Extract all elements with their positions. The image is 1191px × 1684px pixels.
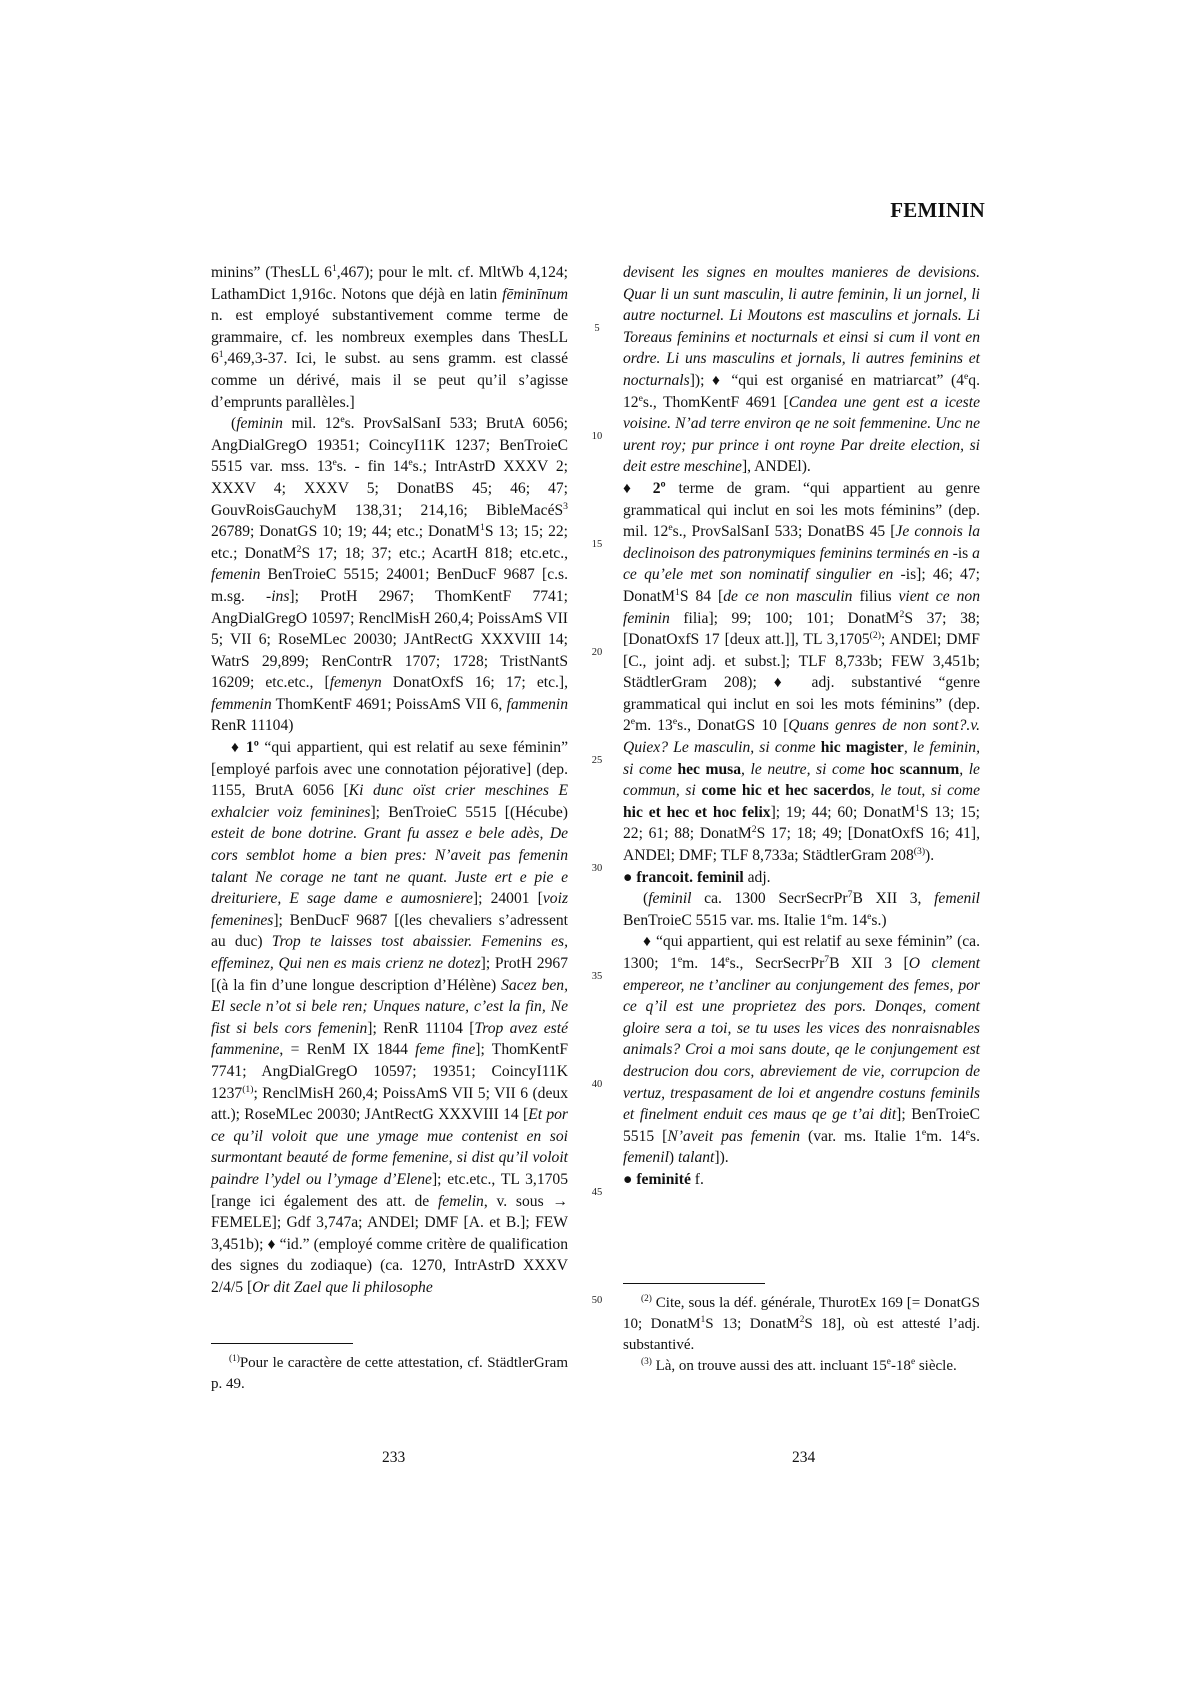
text-run: e bbox=[668, 521, 673, 533]
text-run: ). bbox=[925, 847, 935, 865]
text-run: S 13; DonatM bbox=[705, 1316, 800, 1332]
paragraph bbox=[211, 1353, 568, 1395]
text-run: 2 bbox=[799, 1315, 805, 1325]
text-run: ,467); pour le mlt. cf. MltWb 4,124; LathamDict 1,916c. Notons que déjà en latin bbox=[211, 264, 568, 303]
line-number: 45 bbox=[591, 1187, 603, 1198]
text-run: s., SecrSecrPr bbox=[729, 955, 825, 972]
text-run: 1 bbox=[479, 521, 485, 533]
text-run: (2) bbox=[869, 629, 881, 641]
text-run: ThomKentF 4691; PoissAmS VII 6, bbox=[271, 695, 507, 713]
text-run: S 18], où est attesté l’adj. substantivé. bbox=[623, 1316, 980, 1353]
text-run: 1º bbox=[245, 739, 259, 757]
text-run: m. 13 bbox=[635, 717, 673, 735]
line-number: 35 bbox=[591, 971, 603, 982]
text-run: a ce qu’ele met son nominatif singulier en bbox=[623, 544, 980, 584]
text-run: s., ThomKentF 4691 [ bbox=[642, 393, 789, 411]
text-run: m. 14 bbox=[926, 1127, 966, 1145]
text-run: e bbox=[886, 1357, 891, 1367]
text-run: feminil bbox=[648, 890, 692, 908]
text-run: femmenin bbox=[211, 695, 272, 713]
text-run: s., ProvSalSanI 533; DonatBS 45 [ bbox=[672, 523, 896, 541]
text-run: e bbox=[910, 1357, 916, 1367]
text-run: vient ce non feminin bbox=[623, 587, 981, 627]
text-run: q. 12 bbox=[623, 371, 980, 411]
text-run: e bbox=[630, 716, 636, 728]
footnote-rule bbox=[211, 1343, 353, 1344]
text-run: e bbox=[340, 413, 345, 425]
text-run: femenyn bbox=[329, 674, 382, 692]
text-run: feminin bbox=[236, 415, 283, 433]
text-run: ]). bbox=[714, 1149, 729, 1167]
text-run: 2 bbox=[751, 824, 757, 836]
text-run: feme fine bbox=[415, 1041, 476, 1059]
text-run: -is bbox=[952, 544, 969, 562]
line-number: 40 bbox=[591, 1079, 603, 1090]
text-run: N’aveit pas femenin bbox=[667, 1127, 801, 1145]
text-run: ,469,3-37. Ici, le subst. au sens gramm. est classé comme un dérivé, mais il se peut qu’il s’agisse d’emprunts parallèles.] bbox=[211, 350, 568, 411]
text-run: , le commun, si bbox=[623, 760, 980, 800]
text-run: hoc scannum bbox=[870, 760, 960, 778]
text-run: S 37; 38; [DonatOxfS 17 [deux att.]], TL 3,1705 bbox=[623, 609, 980, 649]
text-run: S 13; 15; 22; etc.; DonatM bbox=[211, 523, 568, 562]
text-run: B XII 3, bbox=[852, 890, 935, 908]
text-run: ]; etc.etc., TL 3,1705 [range ici également des att. de bbox=[211, 1170, 569, 1210]
text-run: B XII 3 [ bbox=[829, 955, 909, 972]
text-run: , = RenM IX 1844 bbox=[279, 1041, 416, 1059]
text-run: -ins bbox=[266, 587, 290, 605]
text-run: S 17; 18; 49; [DonatOxfS 16; 41], ANDEl; DMF; TLF 8,733a; StädtlerGram 208 bbox=[623, 825, 980, 865]
text-run: Là, on trouve aussi des att. incluant 15 bbox=[651, 1358, 887, 1374]
text-run: e bbox=[827, 910, 832, 922]
line-number: 30 bbox=[591, 863, 603, 874]
paragraph bbox=[623, 1356, 980, 1377]
text-run: filia]; 99; 100; 101; DonatM bbox=[683, 609, 900, 627]
text-run: come hic et hec sacerdos bbox=[701, 782, 871, 800]
text-run: DonatOxfS 16; 17; etc.], bbox=[381, 674, 568, 692]
text-run: fammenin bbox=[506, 695, 568, 713]
text-run: (1) bbox=[242, 1083, 254, 1095]
text-run: 3 bbox=[563, 500, 568, 512]
text-run: -18 bbox=[890, 1358, 911, 1374]
text-run: Pour le caractère de cette attestation, cf. StädtlerGram p. 49. bbox=[211, 1355, 568, 1392]
text-run: e bbox=[677, 953, 683, 965]
paragraph bbox=[623, 1293, 980, 1356]
paragraph bbox=[623, 478, 980, 867]
text-run: Trop avez esté fammenine bbox=[211, 1019, 568, 1059]
text-run: e bbox=[867, 910, 872, 922]
text-run: ]; 19; 44; 60; DonatM bbox=[770, 803, 916, 821]
text-run: de ce non masculin bbox=[723, 587, 860, 605]
text-run: ♦ bbox=[231, 739, 246, 757]
text-run: hic et hec et hoc felix bbox=[623, 803, 771, 821]
text-run: , le tout, si come bbox=[870, 782, 980, 800]
footnote-rule bbox=[623, 1283, 765, 1284]
text-run: S 17; 18; 37; etc.; AcartH 818; etc.etc., bbox=[301, 544, 568, 562]
text-run: 2 bbox=[296, 543, 302, 555]
footnotes-right bbox=[623, 1293, 980, 1377]
line-number: 20 bbox=[591, 647, 603, 658]
paragraph bbox=[623, 1169, 980, 1191]
text-run: ], ANDEl). bbox=[741, 458, 811, 476]
line-number: 25 bbox=[591, 755, 603, 766]
text-run: ]; ProtH 2967; ThomKentF 7741; AngDialGregO 10597; RenclMisH 260,4; PoissAmS VII 5; VII 6; RoseMLec 20030; JAntRectG XXXVIII 14; WatrS 29,899; RenContrR 1707; 1728; TristNantS 16209; etc.etc., [ bbox=[211, 587, 568, 692]
text-run: BenTroieC 5515 var. ms. Italie 1 bbox=[623, 911, 828, 929]
paragraph bbox=[623, 931, 980, 1169]
text-run: f. bbox=[690, 1170, 704, 1188]
text-run: ♦ bbox=[623, 479, 653, 497]
text-run: Sacez ben, El secle n’ot si bele ren; Unques nature, c’est la fin, Ne fist si bels cors femenin bbox=[211, 976, 568, 1037]
text-run: feminité bbox=[636, 1170, 691, 1188]
text-run: S 84 [ bbox=[679, 587, 724, 605]
text-run: ]; BenTroieC 5515 [ bbox=[623, 1106, 980, 1145]
text-run: (1) bbox=[229, 1354, 240, 1364]
text-run: mil. 12 bbox=[282, 415, 341, 433]
text-run: ]; BenTroieC 5515 [(Hécube) bbox=[370, 803, 568, 821]
text-run: ]); ♦ “qui est organisé en matriarcat” (4 bbox=[689, 371, 964, 389]
text-run: femenil bbox=[623, 1149, 669, 1167]
left-column bbox=[211, 262, 568, 1299]
text-run: voiz femenines bbox=[211, 890, 569, 929]
text-run: , v. sous → FEMELE]; Gdf 3,747a; ANDEl; DMF [A. et B.]; FEW 3,451b); ♦ “id.” (employé comme critère de qualification des signes du zodiaque) (ca. 1270, IntrAstrD XXXV 2/4/5 [ bbox=[211, 1192, 568, 1296]
text-run: “qui appartient, qui est relatif au sexe féminin” [employé parfois avec une connotation péjorative] (dep. 1155, BrutA 6056 [ bbox=[211, 739, 569, 800]
text-run: hic magister bbox=[820, 739, 904, 757]
text-run: 1 bbox=[915, 802, 920, 814]
text-run: e bbox=[921, 1126, 927, 1138]
text-run: siècle. bbox=[915, 1358, 957, 1374]
text-run: feminil bbox=[696, 868, 744, 886]
text-run: minins” (ThesLL 6 bbox=[211, 264, 332, 281]
text-run: 1 bbox=[218, 349, 224, 361]
line-number: 10 bbox=[591, 431, 603, 442]
paragraph bbox=[623, 888, 980, 931]
text-run: ) bbox=[668, 1149, 678, 1167]
text-run: ]; 24001 [ bbox=[472, 890, 543, 908]
text-run: ● bbox=[623, 1170, 637, 1188]
text-run: O clement empereor, ne t’ancliner au conjungement des femes, por ce q’il est une proprietez des pors. Donqes, coment gloire sera a toi, se tu uses les vices des nonraisnables animals? Croi a moi sans doute, qe le conjungement est destrucion dou cors, abreviement de vie, corrupcion de vertuz, trespasament de loi et angendre costuns feminils et finelment enduit ces maus qe ge t’ai dit bbox=[623, 955, 981, 1124]
text-run: devisent les signes en moultes manieres de devisions. Quar li un sunt masculin, li autre feminin, li un jornel, li autre nocturnel. Li Moutons est masculins et jornals. Li Toreaus feminins et nocturnals et einsi si cum il vont en ordre. Li uns masculins et jornals, li autres feminins et nocturnals bbox=[623, 264, 980, 389]
text-run: , le neutre, si come bbox=[741, 760, 871, 778]
text-run: hec musa bbox=[677, 760, 742, 778]
text-run: 7 bbox=[847, 889, 853, 901]
text-run: adj. bbox=[743, 868, 771, 886]
text-run: (3) bbox=[641, 1357, 652, 1367]
text-run: filius bbox=[859, 587, 892, 605]
text-run: ]; RenR 11104 [ bbox=[367, 1019, 475, 1037]
text-run: s.; IntrAstrD XXXV 2; XXXV 4; XXXV 5; DonatBS 45; 46; 47; GouvRoisGauchyM 138,31; 214,16; BibleMacéS bbox=[211, 458, 568, 519]
text-run: Candea une gent est a iceste voisine. N’ad terre environ qe ne soit femmenine. Unc ne urent roy; pur prince i ont royne Par dreite election, si deit estre meschine bbox=[623, 393, 980, 476]
text-run: s. bbox=[970, 1127, 980, 1145]
text-run: m. 14 bbox=[682, 955, 726, 972]
text-run: Cite, sous la déf. générale, ThurotEx 169 [= DonatGS 10; DonatM bbox=[623, 1295, 980, 1332]
text-run: e bbox=[638, 392, 643, 404]
text-run: BenTroieC 5515; 24001; BenDucF 9687 [c.s. m.sg. bbox=[211, 566, 568, 605]
text-run: s., DonatGS 10 [ bbox=[677, 717, 789, 735]
text-run: (var. ms. Italie 1 bbox=[800, 1127, 922, 1145]
text-run: 1 bbox=[674, 586, 680, 598]
text-run: ♦ “qui appartient, qui est relatif au sexe féminin” (ca. 1300; 1 bbox=[623, 933, 980, 972]
text-run: femelin bbox=[437, 1192, 484, 1210]
text-run: e bbox=[964, 370, 969, 382]
paragraph bbox=[623, 867, 980, 889]
line-number: 50 bbox=[591, 1295, 603, 1306]
page-number-right: 234 bbox=[792, 1449, 816, 1466]
text-run: Et por ce qu’il voloit que une ymage mue contenist en soi surmontant beauté de forme femenine, si dist qu’il voloit paindre l’ydel ou l’ymage d’Elene bbox=[211, 1106, 568, 1188]
paragraph bbox=[623, 262, 980, 478]
text-run: 26789; DonatGS 10; 19; 44; etc.; DonatM bbox=[211, 523, 480, 541]
paragraph bbox=[211, 413, 568, 737]
text-run: e bbox=[408, 457, 413, 469]
text-run: (2) bbox=[641, 1294, 652, 1304]
text-run: n. est employé substantivement comme terme de grammaire, cf. les nombreux exemples dans ThesLL 6 bbox=[211, 307, 568, 368]
footnotes-left bbox=[211, 1353, 568, 1395]
text-run: femenil bbox=[934, 890, 980, 908]
text-run: ● bbox=[623, 868, 637, 886]
line-number: 15 bbox=[591, 539, 603, 550]
text-run: s. - fin 14 bbox=[336, 458, 409, 476]
text-run: (3) bbox=[913, 845, 926, 857]
text-run: ]; BenDucF 9687 [(les chevaliers s’adressent au duc) bbox=[211, 911, 568, 951]
text-run: s. ProvSalSanI 533; BrutA 6056; AngDialGregO 19351; CoincyI11K 1237; BenTroieC 5515 var. mss. 13 bbox=[211, 415, 568, 476]
text-run: 1 bbox=[331, 262, 337, 274]
text-run: RenR 11104) bbox=[211, 717, 294, 735]
text-run: femenin bbox=[211, 566, 261, 584]
text-run: Or dit Zael que li philosophe bbox=[252, 1278, 433, 1296]
page-number-left: 233 bbox=[382, 1449, 406, 1466]
text-run: S 13; 15; 22; 61; 88; DonatM bbox=[623, 803, 980, 843]
line-number: 5 bbox=[594, 323, 600, 334]
text-run: 7 bbox=[824, 953, 830, 965]
text-run: e bbox=[672, 716, 678, 728]
right-column bbox=[623, 262, 980, 1191]
text-run: s.) bbox=[871, 911, 887, 929]
text-run: Quans genres de non sont?.v. Quiex? Le masculin, si conme bbox=[623, 717, 980, 757]
text-run: Ki dunc oïst crier meschines E exhalcier voiz feminines bbox=[211, 782, 568, 821]
text-run: 1 bbox=[700, 1315, 706, 1325]
text-run: ]; ProtH 2967 [(à la fin d’une longue description d’Hélène) bbox=[211, 955, 568, 994]
paragraph bbox=[211, 262, 568, 413]
text-run: ( bbox=[643, 890, 649, 908]
text-run: ; RenclMisH 260,4; PoissAmS VII 5; VII 6 (deux att.); RoseMLec 20030; JAntRectG XXXVIII 14 [ bbox=[211, 1084, 568, 1124]
text-run: francoit. bbox=[636, 868, 697, 886]
text-run: , le feminin, si come bbox=[623, 739, 980, 778]
text-run: e bbox=[965, 1126, 971, 1138]
text-run: ( bbox=[231, 415, 237, 433]
text-run: talant bbox=[678, 1149, 715, 1167]
text-run: Je connois la declinoison des patronymiques feminins terminés en bbox=[623, 523, 981, 562]
paragraph bbox=[211, 737, 568, 1298]
text-run: e bbox=[332, 457, 337, 469]
text-run: ; ANDEl; DMF [C., joint adj. et subst.]; TLF 8,733b; FEW 3,451b; StädtlerGram 208); ♦ adj. substantivé “genre grammatical qui inclut en soi les mots féminins” (dep. 2 bbox=[623, 631, 980, 735]
text-run: ca. 1300 SecrSecrPr bbox=[691, 890, 848, 908]
text-run: fēminīnum bbox=[502, 285, 568, 303]
text-run: -is]; 46; 47; DonatM bbox=[623, 566, 980, 605]
text-run: e bbox=[725, 953, 730, 965]
text-run: 2 bbox=[899, 608, 905, 620]
text-run: ]; ThomKentF 7741; AngDialGregO 10597; 19351; CoincyI11K 1237 bbox=[211, 1041, 569, 1102]
text-run: Trop te laisses tost abaissier. Femenins es, effeminez, Qui nen es mais crienz ne dotez bbox=[211, 933, 568, 972]
running-head: FEMININ bbox=[890, 198, 985, 222]
text-run: esteit de bone dotrine. Grant fu assez e bele adès, De cors semblot home a bien pres: N’aveit pas femenin talant Ne corage ne tant ne quant. Juste ert e pie e dreituriere, E sage dame e aumosniere bbox=[211, 825, 568, 908]
text-run: terme de gram. “qui appartient au genre grammatical qui inclut en soi les mots féminins” (dep. mil. 12 bbox=[623, 479, 981, 541]
text-run: m. 14 bbox=[831, 911, 868, 929]
text-run: 2º bbox=[652, 479, 666, 497]
